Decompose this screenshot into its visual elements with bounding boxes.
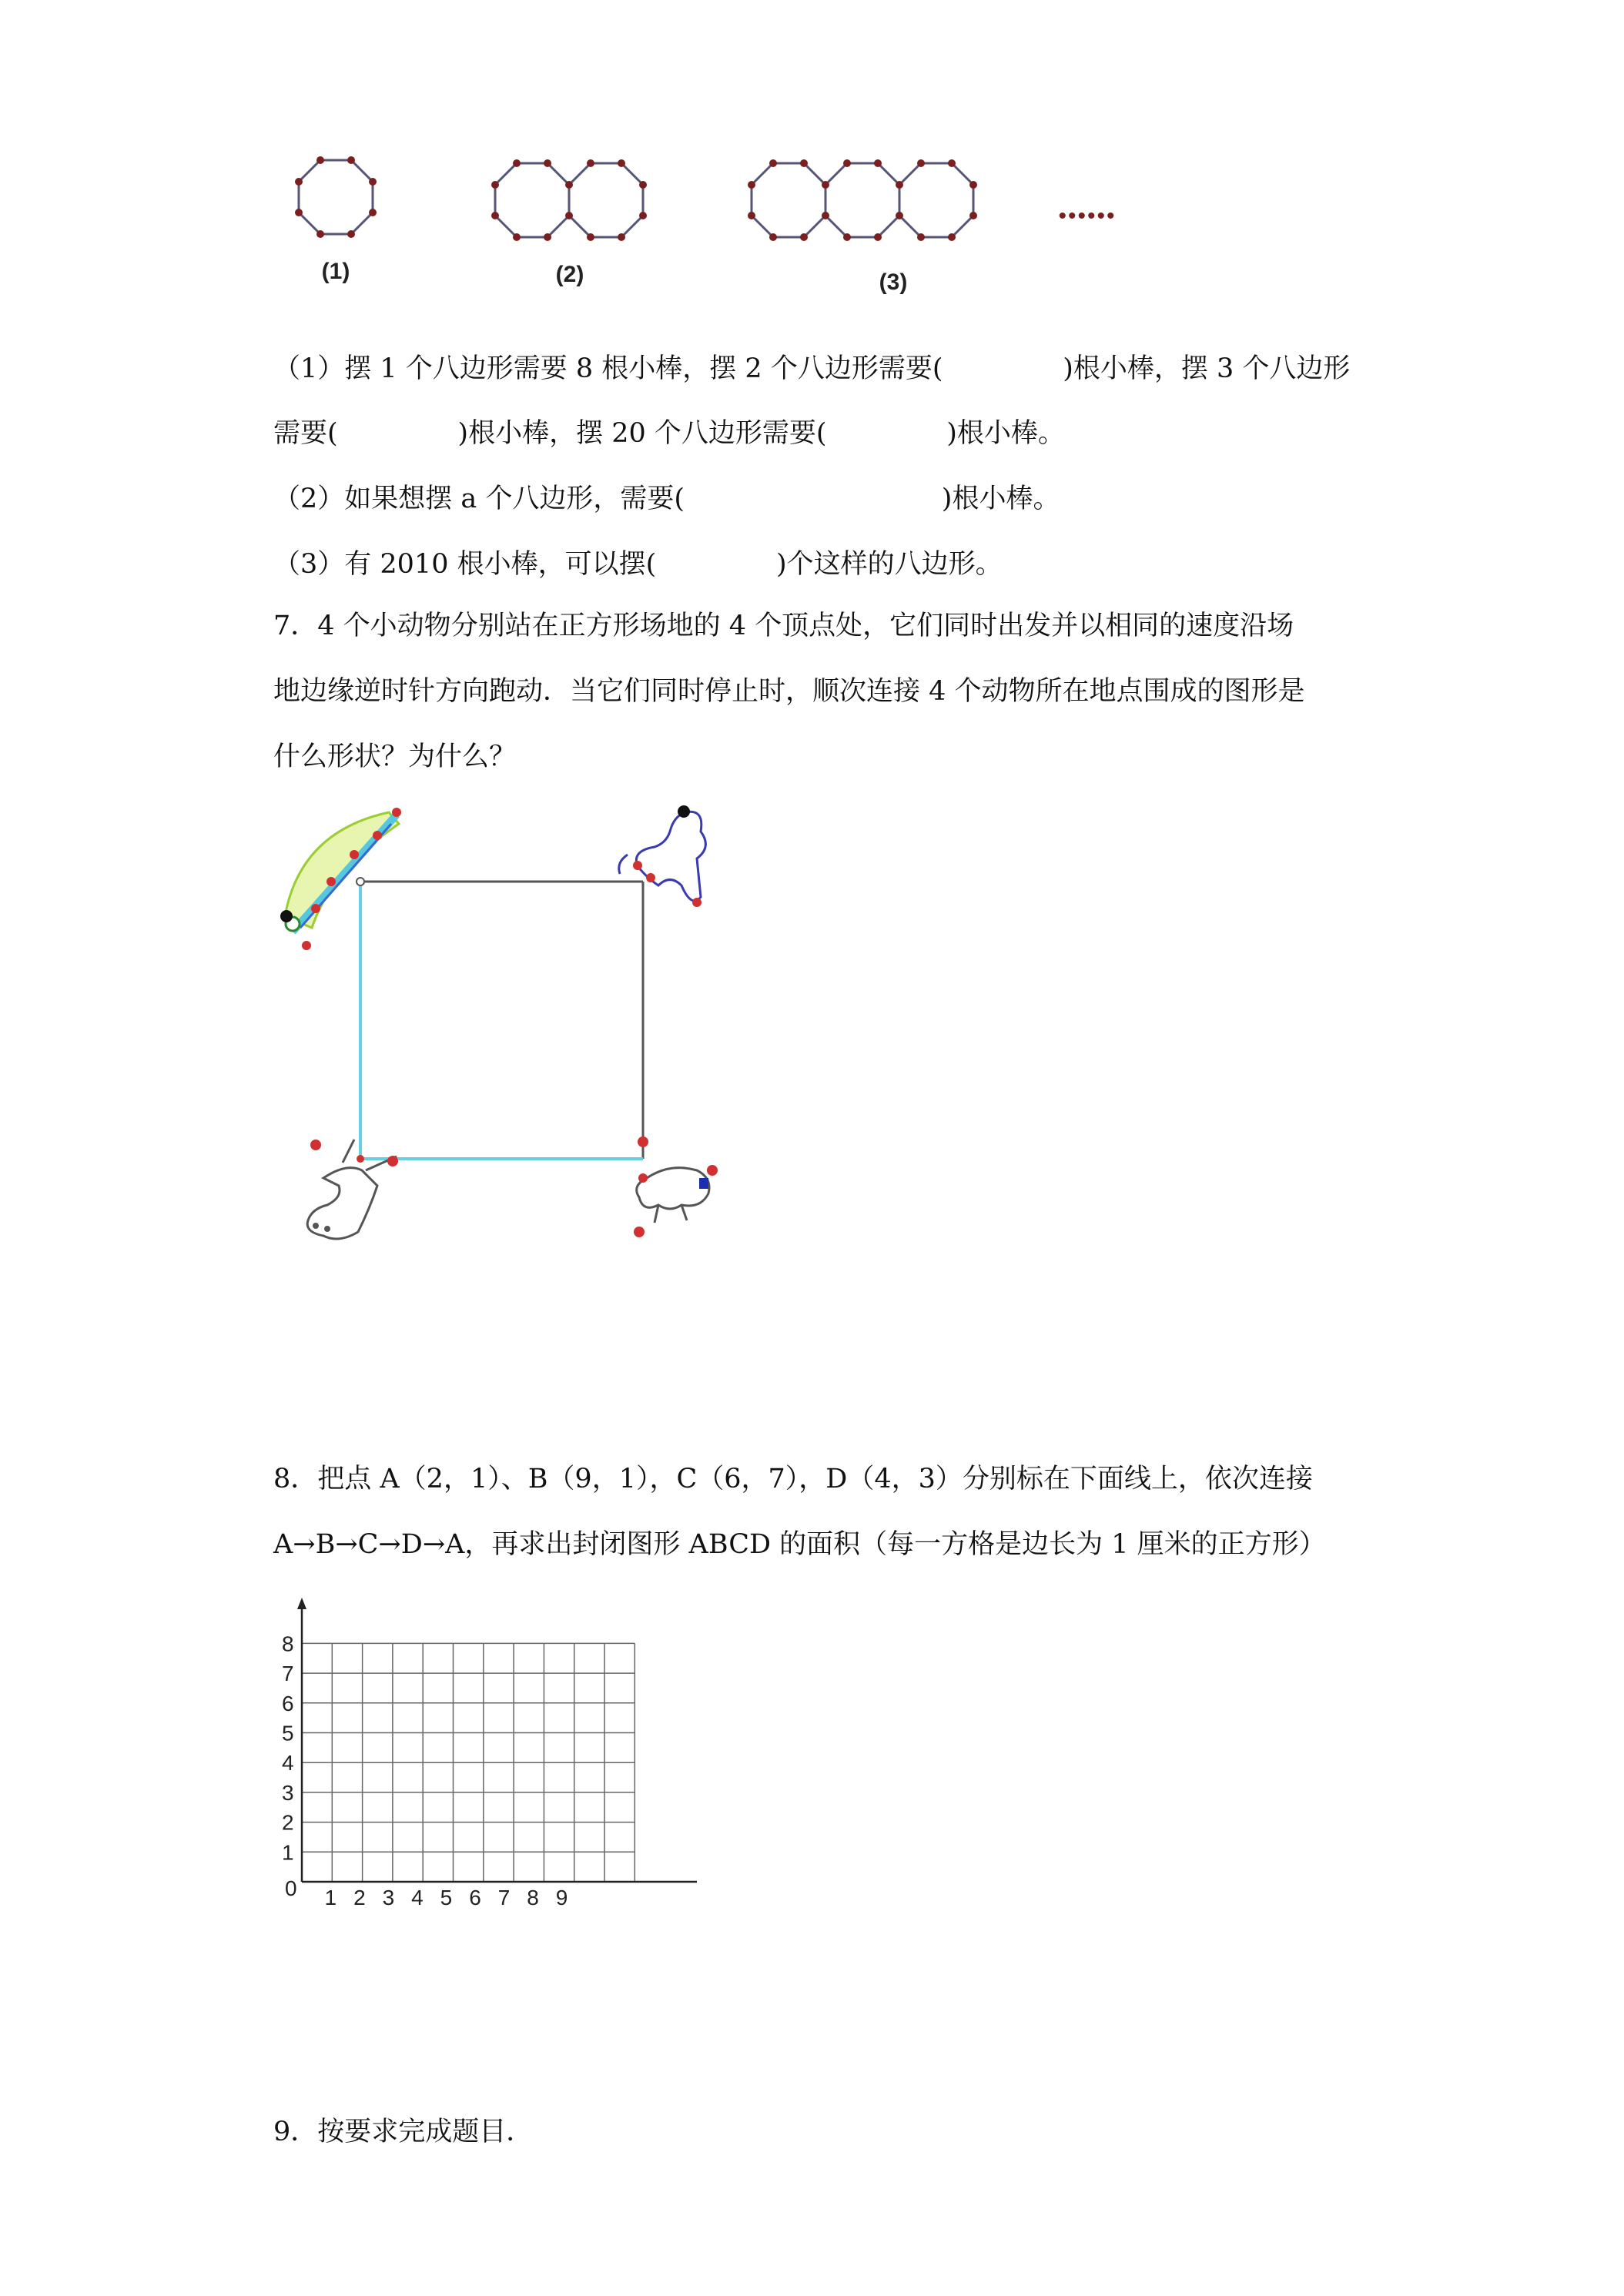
octagon-2-1	[495, 163, 569, 237]
origin-label: 0	[285, 1876, 297, 1900]
y-tick-label: 6	[282, 1691, 294, 1715]
x-tick-label: 7	[497, 1886, 511, 1909]
y-tick-label: 7	[282, 1662, 294, 1686]
q8-text-line1: 8．把点 A（2，1）、B（9，1），C（6，7），D（4，3）分别标在下面线上，依次连接	[273, 1464, 1313, 1494]
x-tick-label: 8	[527, 1886, 539, 1909]
y-tick-label: 1	[282, 1840, 294, 1865]
y-tick-label: 2	[282, 1810, 294, 1835]
q7-text-line1: 7．4 个小动物分别站在正方形场地的 4 个顶点处，它们同时出发并以相同的速度沿场	[273, 611, 1294, 641]
q6-part1-line1: （1）摆 1 个八边形需要 8 根小棒，摆 2 个八边形需要( )根小棒，摆 3 个八边形	[273, 353, 1351, 384]
octagon-label-1: (1)	[321, 259, 350, 284]
y-tick-label: 4	[282, 1751, 294, 1776]
q7-text-line2: 地边缘逆时针方向跑动．当它们同时停止时，顺次连接 4 个动物所在地点围成的图形是	[273, 676, 1305, 707]
q7-text-line3: 什么形状？为什么？	[273, 741, 517, 772]
x-tick-label: 5	[440, 1886, 453, 1909]
y-tick-label: 5	[282, 1721, 294, 1745]
x-tick-label: 1	[324, 1886, 337, 1909]
octagon-pattern-figure	[277, 139, 1217, 316]
octagon-3-1	[752, 163, 825, 237]
animal-ladybug-icon	[280, 808, 401, 950]
octagon-3-3	[899, 163, 973, 237]
y-tick-label: 8	[282, 1632, 294, 1656]
x-tick-label: 2	[353, 1886, 366, 1909]
octagon-label-2: (2)	[555, 262, 584, 287]
x-tick-label: 3	[382, 1886, 395, 1909]
x-tick-label: 6	[469, 1886, 481, 1909]
y-tick-label: 3	[282, 1780, 294, 1805]
y-axis-arrow	[297, 1598, 306, 1609]
animal-dog-icon	[619, 805, 706, 907]
coordinate-grid	[270, 1594, 747, 1917]
q6-part3: （3）有 2010 根小棒，可以摆( )个这样的八边形。	[273, 549, 1003, 580]
octagon-1-1	[299, 160, 373, 234]
q6-part1-line2: 需要( )根小棒，摆 20 个八边形需要( )根小棒。	[273, 418, 1065, 449]
x-tick-label: 4	[411, 1886, 424, 1909]
x-tick-label: 9	[555, 1886, 568, 1909]
q6-part2: （2）如果想摆 a 个八边形，需要( )根小棒。	[273, 484, 1060, 514]
pattern-ellipsis: ••••••	[1058, 203, 1117, 229]
animal-sheep-icon	[634, 1136, 718, 1237]
square-field-figure	[270, 801, 732, 1247]
q8-text-line2: A→B→C→D→A，再求出封闭图形 ABCD 的面积（每一方格是边长为 1 厘米的正方形）	[273, 1529, 1326, 1560]
q9-text: 9．按要求完成题目．	[273, 2117, 534, 2147]
octagon-2-2	[569, 163, 643, 237]
octagon-3-2	[825, 163, 899, 237]
animal-cow-icon	[307, 1140, 398, 1239]
octagon-label-3: (3)	[879, 269, 908, 295]
